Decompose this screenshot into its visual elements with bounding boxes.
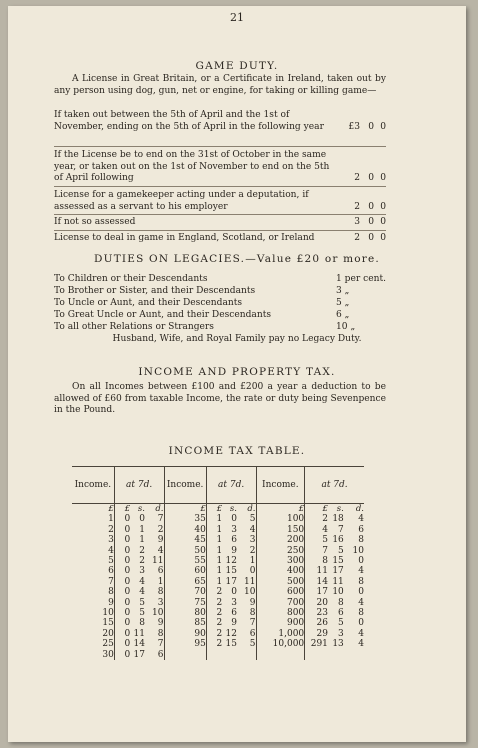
income-cell: 5 bbox=[72, 556, 114, 566]
table-row bbox=[72, 535, 364, 545]
legacy-row: To Children or their Descendants 1 per cent. bbox=[54, 274, 386, 284]
table-row bbox=[72, 577, 364, 587]
pence-cell: 0 bbox=[358, 556, 364, 567]
shillings-cell: 3 bbox=[139, 566, 145, 577]
shillings-cell: 17 bbox=[225, 576, 237, 587]
pence-cell: 1 bbox=[249, 556, 256, 567]
pence-cell: 10 bbox=[244, 587, 256, 598]
shillings-cell: 1 bbox=[139, 524, 145, 535]
shillings-cell: 9 bbox=[231, 545, 237, 556]
income-cell: 800 bbox=[256, 608, 305, 618]
pence-cell: 0 bbox=[249, 566, 256, 577]
table-row bbox=[72, 556, 364, 566]
shillings-cell: 3 bbox=[231, 597, 237, 608]
pounds-cell: 23 bbox=[316, 608, 328, 619]
income-cell: 75 bbox=[164, 598, 206, 608]
table-row bbox=[72, 639, 364, 649]
pounds-cell: 2 bbox=[216, 639, 223, 650]
shillings-cell: 5 bbox=[139, 597, 145, 608]
pence-cell: 5 bbox=[249, 639, 256, 650]
col-header-rate: at 7d. bbox=[114, 467, 164, 504]
income-property-title: INCOME AND PROPERTY TAX. bbox=[138, 366, 336, 378]
pence-cell: 4 bbox=[358, 628, 364, 639]
pounds-cell: 1 bbox=[216, 524, 223, 535]
income-cell: 1 bbox=[72, 514, 114, 524]
shillings-cell: 12 bbox=[225, 628, 237, 639]
pounds-cell: 0 bbox=[124, 628, 131, 639]
pence-cell: 11 bbox=[152, 556, 164, 567]
pounds-cell: 1 bbox=[216, 556, 223, 567]
income-cell: 9 bbox=[72, 598, 114, 608]
legacy-row: To Great Uncle or Aunt, and their Descendants 6 „ bbox=[54, 310, 350, 320]
pence-cell: 7 bbox=[249, 618, 256, 629]
table-row bbox=[72, 525, 364, 535]
pounds-cell: 2 bbox=[216, 587, 223, 598]
income-cell: 900 bbox=[256, 618, 305, 628]
divider bbox=[54, 146, 386, 147]
col-header-income: Income. bbox=[164, 467, 206, 504]
shillings-cell: 15 bbox=[225, 639, 237, 650]
col-header-income: Income. bbox=[72, 467, 114, 504]
divider bbox=[54, 186, 386, 187]
pence-cell: 0 bbox=[358, 587, 364, 598]
pence-cell: 11 bbox=[244, 576, 256, 587]
shillings-cell: 9 bbox=[231, 618, 237, 629]
game-duty-row: License to deal in game in England, Scotland, or Ireland 2 0 0 bbox=[54, 233, 386, 243]
income-cell: 80 bbox=[164, 608, 206, 618]
income-cell: 70 bbox=[164, 587, 206, 597]
divider bbox=[54, 230, 386, 231]
income-property-text: On all Incomes between £100 and £200 a year a deduction to be allowed of £60 from taxable Income, the rate or duty being Sevenpence in the Pound. bbox=[54, 382, 386, 415]
pence-cell: 4 bbox=[358, 597, 364, 608]
pence-cell: 0 bbox=[358, 618, 364, 629]
pence-cell: 4 bbox=[157, 545, 164, 556]
income-cell: 200 bbox=[256, 535, 305, 545]
income-cell: 150 bbox=[256, 525, 305, 535]
pence-cell: 9 bbox=[157, 618, 164, 629]
game-duty-row: If not so assessed 3 0 0 bbox=[54, 217, 386, 227]
shillings-cell: 15 bbox=[225, 566, 237, 577]
income-tax-table bbox=[72, 466, 364, 660]
pounds-cell: 20 bbox=[316, 597, 328, 608]
pence-cell: 2 bbox=[249, 545, 256, 556]
income-cell: 20 bbox=[72, 629, 114, 639]
col-header-rate: at 7d. bbox=[206, 467, 256, 504]
income-cell: 500 bbox=[256, 577, 305, 587]
pence-cell: 4 bbox=[358, 514, 364, 525]
pounds-cell: 2 bbox=[216, 608, 223, 619]
pence-cell: 2 bbox=[157, 524, 164, 535]
table-row bbox=[72, 587, 364, 597]
pounds-cell: 14 bbox=[316, 576, 328, 587]
table-row bbox=[72, 566, 364, 576]
pence-cell: 1 bbox=[157, 576, 164, 587]
table-row bbox=[72, 514, 364, 524]
shillings-cell: 3 bbox=[231, 524, 237, 535]
income-cell: 40 bbox=[164, 525, 206, 535]
document-page bbox=[8, 6, 466, 742]
legacies-title: DUTIES ON LEGACIES.—Value £20 or more. bbox=[94, 253, 380, 265]
pounds-cell: 7 bbox=[322, 545, 328, 556]
income-cell: 25 bbox=[72, 639, 114, 649]
pounds-cell: 0 bbox=[124, 566, 131, 577]
shillings-cell bbox=[328, 650, 344, 660]
legacy-note: Husband, Wife, and Royal Family pay no Legacy Duty. bbox=[112, 334, 362, 344]
col-header-income: Income. bbox=[256, 467, 305, 504]
shillings-cell: 10 bbox=[332, 587, 344, 598]
income-cell: 700 bbox=[256, 598, 305, 608]
shillings-cell: 6 bbox=[338, 608, 344, 619]
pounds-cell: 1 bbox=[216, 535, 223, 546]
pence-cell: 8 bbox=[358, 535, 364, 546]
pounds-cell bbox=[206, 650, 222, 660]
shillings-cell: 3 bbox=[338, 628, 344, 639]
unit-row: £ £ s. d. £ £ s. d. £ £ s. d. bbox=[72, 504, 364, 515]
income-cell bbox=[256, 650, 305, 660]
game-duty-title: GAME DUTY. bbox=[195, 60, 279, 72]
shillings-cell: 8 bbox=[139, 618, 145, 629]
shillings-cell: 18 bbox=[332, 514, 344, 525]
game-duty-row: If taken out between the 5th of April and the 1st of November, ending on the 5th of April in the following year £3 0 0 bbox=[54, 110, 386, 132]
game-duty-row: If the License be to end on the 31st of October in the same year, or taken out on the 1st of November to end on the 5th of April following 2 0 0 bbox=[54, 150, 386, 183]
income-cell: 85 bbox=[164, 618, 206, 628]
shillings-cell: 12 bbox=[225, 556, 237, 567]
pounds-cell: 5 bbox=[322, 535, 328, 546]
col-header-rate: at 7d. bbox=[305, 467, 364, 504]
income-cell: 2 bbox=[72, 525, 114, 535]
shillings-cell: 11 bbox=[133, 628, 145, 639]
pence-cell: 7 bbox=[157, 639, 164, 650]
pence-cell: 8 bbox=[157, 587, 164, 598]
pounds-cell: 0 bbox=[124, 545, 131, 556]
divider bbox=[54, 214, 386, 215]
income-cell: 15 bbox=[72, 618, 114, 628]
shillings-cell: 6 bbox=[231, 535, 237, 546]
shillings-cell: 0 bbox=[231, 587, 237, 598]
pounds-cell: 1 bbox=[216, 566, 223, 577]
legacy-row: To all other Relations or Strangers 10 „ bbox=[54, 322, 356, 332]
pounds-cell: 2 bbox=[322, 514, 328, 525]
page-number: 21 bbox=[230, 11, 244, 24]
pence-cell: 4 bbox=[358, 566, 364, 577]
table-row bbox=[72, 598, 364, 608]
pence-cell: 8 bbox=[249, 608, 256, 619]
pounds-cell: 0 bbox=[124, 618, 131, 629]
shillings-cell: 14 bbox=[133, 639, 145, 650]
pounds-cell: 0 bbox=[124, 514, 131, 525]
pounds-cell: 29 bbox=[316, 628, 328, 639]
pounds-cell: 0 bbox=[124, 649, 131, 660]
income-cell: 30 bbox=[72, 650, 114, 660]
income-cell: 4 bbox=[72, 546, 114, 556]
pence-cell: 6 bbox=[157, 649, 164, 660]
shillings-cell: 0 bbox=[139, 514, 145, 525]
game-duty-intro: A License in Great Britain, or a Certificate in Ireland, taken out by any person using dog, gun, net or engine, for taking or killing game— bbox=[54, 74, 386, 96]
shillings-cell: 15 bbox=[332, 556, 344, 567]
pounds-cell: 4 bbox=[322, 524, 328, 535]
pounds-cell: 2 bbox=[216, 618, 223, 629]
pence-cell: 8 bbox=[358, 608, 364, 619]
pence-cell: 9 bbox=[157, 535, 164, 546]
pounds-cell: 26 bbox=[316, 618, 328, 629]
table-row bbox=[72, 608, 364, 618]
income-cell: 400 bbox=[256, 566, 305, 576]
pounds-cell: 0 bbox=[124, 597, 131, 608]
income-cell: 90 bbox=[164, 629, 206, 639]
shillings-cell: 13 bbox=[332, 639, 344, 650]
shillings-cell: 5 bbox=[338, 618, 344, 629]
income-cell: 60 bbox=[164, 566, 206, 576]
pounds-cell: 2 bbox=[216, 628, 223, 639]
pence-cell: 6 bbox=[157, 566, 164, 577]
pounds-cell: 0 bbox=[124, 576, 131, 587]
pence-cell: 3 bbox=[157, 597, 164, 608]
shillings-cell: 16 bbox=[332, 535, 344, 546]
income-cell: 10,000 bbox=[256, 639, 305, 649]
income-cell: 300 bbox=[256, 556, 305, 566]
legacy-row: To Brother or Sister, and their Descendants 3 „ bbox=[54, 286, 350, 296]
pence-cell: 3 bbox=[249, 535, 256, 546]
shillings-cell: 8 bbox=[338, 597, 344, 608]
shillings-cell: 6 bbox=[231, 608, 237, 619]
pounds-cell: 291 bbox=[310, 639, 328, 650]
shillings-cell: 1 bbox=[139, 535, 145, 546]
income-cell: 100 bbox=[256, 514, 305, 524]
shillings-cell: 2 bbox=[139, 556, 145, 567]
income-cell: 600 bbox=[256, 587, 305, 597]
shillings-cell: 4 bbox=[139, 576, 145, 587]
pence-cell: 10 bbox=[152, 608, 164, 619]
income-cell bbox=[164, 650, 206, 660]
income-cell: 50 bbox=[164, 546, 206, 556]
pence-cell: 8 bbox=[358, 576, 364, 587]
income-cell: 35 bbox=[164, 514, 206, 524]
pounds-cell: 0 bbox=[124, 524, 131, 535]
pence-cell: 4 bbox=[249, 524, 256, 535]
income-cell: 6 bbox=[72, 566, 114, 576]
shillings-cell: 4 bbox=[139, 587, 145, 598]
pounds-cell: 17 bbox=[316, 587, 328, 598]
pounds-cell: 1 bbox=[216, 576, 223, 587]
shillings-cell: 5 bbox=[338, 545, 344, 556]
pence-cell: 4 bbox=[358, 639, 364, 650]
table-row bbox=[72, 546, 364, 556]
pence-cell bbox=[237, 650, 256, 660]
income-cell: 7 bbox=[72, 577, 114, 587]
pounds-cell: 1 bbox=[216, 545, 223, 556]
pence-cell: 6 bbox=[358, 524, 364, 535]
pounds-cell bbox=[305, 650, 328, 660]
pence-cell: 6 bbox=[249, 628, 256, 639]
income-tax-table-title: INCOME TAX TABLE. bbox=[168, 445, 306, 457]
income-cell: 10 bbox=[72, 608, 114, 618]
pounds-cell: 0 bbox=[124, 587, 131, 598]
legacy-row: To Uncle or Aunt, and their Descendants 5 „ bbox=[54, 298, 350, 308]
shillings-cell: 5 bbox=[139, 608, 145, 619]
pence-cell: 5 bbox=[249, 514, 256, 525]
income-cell: 250 bbox=[256, 546, 305, 556]
pounds-cell: 0 bbox=[124, 556, 131, 567]
shillings-cell: 0 bbox=[231, 514, 237, 525]
pounds-cell: 11 bbox=[316, 566, 328, 577]
pounds-cell: 1 bbox=[216, 514, 223, 525]
income-cell: 8 bbox=[72, 587, 114, 597]
pounds-cell: 0 bbox=[124, 535, 131, 546]
pounds-cell: 8 bbox=[322, 556, 328, 567]
table-row bbox=[72, 650, 364, 660]
pence-cell: 7 bbox=[157, 514, 164, 525]
shillings-cell: 2 bbox=[139, 545, 145, 556]
pence-cell bbox=[344, 650, 364, 660]
pounds-cell: 2 bbox=[216, 597, 223, 608]
shillings-cell: 11 bbox=[332, 576, 344, 587]
game-duty-row: License for a gamekeeper acting under a deputation, if assessed as a servant to his employer 2 0 0 bbox=[54, 190, 386, 212]
income-cell: 55 bbox=[164, 556, 206, 566]
income-cell: 95 bbox=[164, 639, 206, 649]
income-cell: 65 bbox=[164, 577, 206, 587]
table-row bbox=[72, 618, 364, 628]
table-row bbox=[72, 629, 364, 639]
income-cell: 45 bbox=[164, 535, 206, 545]
income-cell: 1,000 bbox=[256, 629, 305, 639]
pounds-cell: 0 bbox=[124, 639, 131, 650]
shillings-cell: 17 bbox=[133, 649, 145, 660]
pence-cell: 10 bbox=[352, 545, 364, 556]
shillings-cell: 17 bbox=[332, 566, 344, 577]
income-cell: 3 bbox=[72, 535, 114, 545]
shillings-cell: 7 bbox=[338, 524, 344, 535]
pounds-cell: 0 bbox=[124, 608, 131, 619]
shillings-cell bbox=[222, 650, 237, 660]
pence-cell: 9 bbox=[249, 597, 256, 608]
pence-cell: 8 bbox=[157, 628, 164, 639]
